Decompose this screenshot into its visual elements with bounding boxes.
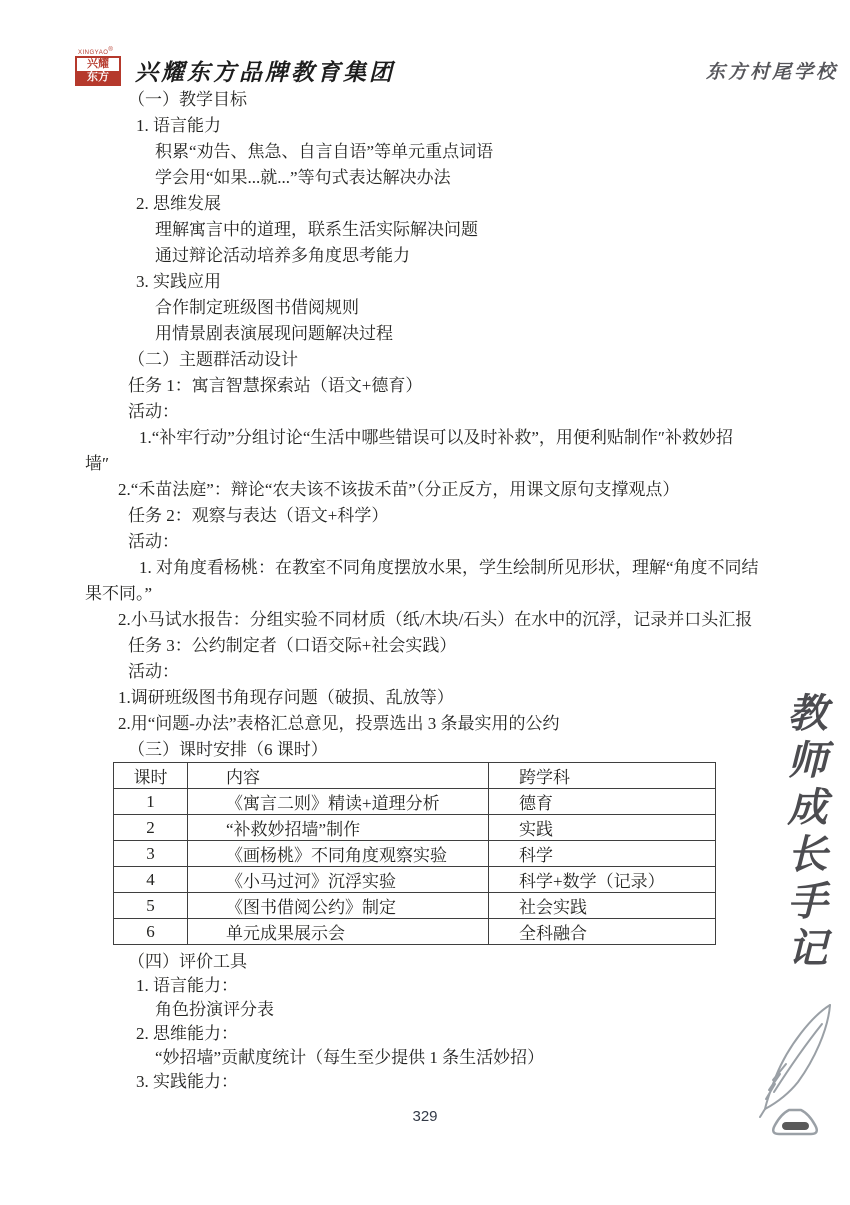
- text-line: 2.“禾苗法庭”：辩论“农夫该不该拔禾苗”（分正反方，用课文原句支撑观点）: [118, 480, 680, 499]
- school-name: 东方村尾学校: [705, 61, 838, 83]
- table-cell: 5: [114, 893, 188, 919]
- text-line: 1. 语言能力：: [136, 976, 238, 995]
- text-line: 2.用“问题-办法”表格汇总意见，投票选出 3 条最实用的公约: [118, 714, 560, 733]
- text-line: 活动：: [128, 662, 179, 681]
- table-cell: 6: [114, 919, 188, 945]
- text-line: 墙″: [85, 454, 110, 473]
- text-line: 2. 思维发展: [136, 194, 221, 213]
- text-line: （一）教学目标: [128, 90, 247, 109]
- content-section-top: [0, 87, 760, 763]
- lesson-schedule-table: [113, 762, 716, 945]
- table-cell: 单元成果展示会: [188, 919, 489, 945]
- text-line: 果不同。”: [85, 584, 153, 603]
- seal-stamp: [75, 56, 121, 86]
- table-cell: 1: [114, 789, 188, 815]
- text-line: 活动：: [128, 402, 179, 421]
- text-line: （四）评价工具: [128, 952, 247, 971]
- text-line: 用情景剧表演展现问题解决过程: [155, 324, 393, 343]
- registered-mark: ®: [108, 47, 114, 53]
- table-cell: 德育: [489, 789, 716, 815]
- table-cell: 《寓言二则》精读+道理分析: [188, 789, 489, 815]
- seal-top-text: 兴耀: [87, 58, 109, 70]
- table-cell: 2: [114, 815, 188, 841]
- table-row: [114, 815, 716, 841]
- text-line: 积累“劝告、焦急、自言自语”等单元重点词语: [155, 142, 494, 161]
- page-header: [75, 47, 838, 90]
- table-cell: 实践: [489, 815, 716, 841]
- table-row: [114, 893, 716, 919]
- text-line: 2. 思维能力：: [136, 1024, 238, 1043]
- teacher-growth-notes-calligraphy: 教师成长手记: [782, 692, 827, 974]
- text-line: 任务 3：公约制定者（口语交际+社会实践）: [128, 636, 457, 655]
- table-row: [114, 841, 716, 867]
- text-line: 通过辩论活动培养多角度思考能力: [155, 246, 410, 265]
- text-line: 任务 1：寓言智慧探索站（语文+德育）: [128, 376, 423, 395]
- table-cell: 全科融合: [489, 919, 716, 945]
- table-header-cell: 跨学科: [489, 763, 716, 789]
- seal-latin-text: XINGYAO®: [78, 47, 114, 56]
- page-number: 329: [412, 1108, 438, 1125]
- text-line: “妙招墙”贡献度统计（每生至少提供 1 条生活妙招）: [155, 1048, 545, 1067]
- text-line: 角色扮演评分表: [155, 1000, 274, 1019]
- text-line: 1. 语言能力: [136, 116, 221, 135]
- text-line: 活动：: [128, 532, 179, 551]
- text-line: 1. 对角度看杨桃：在教室不同角度摆放水果，学生绘制所见形状，理解“角度不同结: [139, 558, 759, 577]
- brand-title: 兴耀东方品牌教育集团: [135, 59, 395, 85]
- table-cell: 3: [114, 841, 188, 867]
- quill-feather: [760, 1005, 830, 1117]
- text-line: 2.小马试水报告：分组实验不同材质（纸/木块/石头）在水中的沉浮，记录并口头汇报: [118, 610, 753, 629]
- table-cell: 科学+数学（记录）: [489, 867, 716, 893]
- table-row: [114, 789, 716, 815]
- table-cell: 科学: [489, 841, 716, 867]
- table-cell: 《画杨桃》不同角度观察实验: [188, 841, 489, 867]
- seal-bottom-text: 东方: [77, 71, 119, 84]
- text-line: 任务 2：观察与表达（语文+科学）: [128, 506, 389, 525]
- table-cell: 《图书借阅公约》制定: [188, 893, 489, 919]
- text-line: （二）主题群活动设计: [128, 350, 298, 369]
- text-line: 1.调研班级图书角现存问题（破损、乱放等）: [118, 688, 454, 707]
- table-cell: 4: [114, 867, 188, 893]
- table-cell: 《小马过河》沉浮实验: [188, 867, 489, 893]
- table-row: [114, 867, 716, 893]
- text-line: 1.“补牢行动”分组讨论“生活中哪些错误可以及时补救”，用便利贴制作″补救妙招: [139, 428, 734, 447]
- text-line: 合作制定班级图书借阅规则: [155, 298, 359, 317]
- table-row: [114, 919, 716, 945]
- text-line: 学会用“如果...就...”等句式表达解决办法: [155, 168, 451, 187]
- table-header-cell: 课时: [114, 763, 188, 789]
- brand-seal-logo: [75, 47, 125, 88]
- table-header-row: [114, 763, 716, 789]
- table-cell: “补救妙招墙”制作: [188, 815, 489, 841]
- content-section-bottom: [0, 950, 760, 1094]
- table-cell: 社会实践: [489, 893, 716, 919]
- text-line: 理解寓言中的道理，联系生活实际解决问题: [155, 220, 478, 239]
- text-line: 3. 实践应用: [136, 272, 221, 291]
- table-header-cell: 内容: [188, 763, 489, 789]
- text-line: （三）课时安排（6 课时）: [128, 740, 328, 759]
- text-line: 3. 实践能力：: [136, 1072, 238, 1091]
